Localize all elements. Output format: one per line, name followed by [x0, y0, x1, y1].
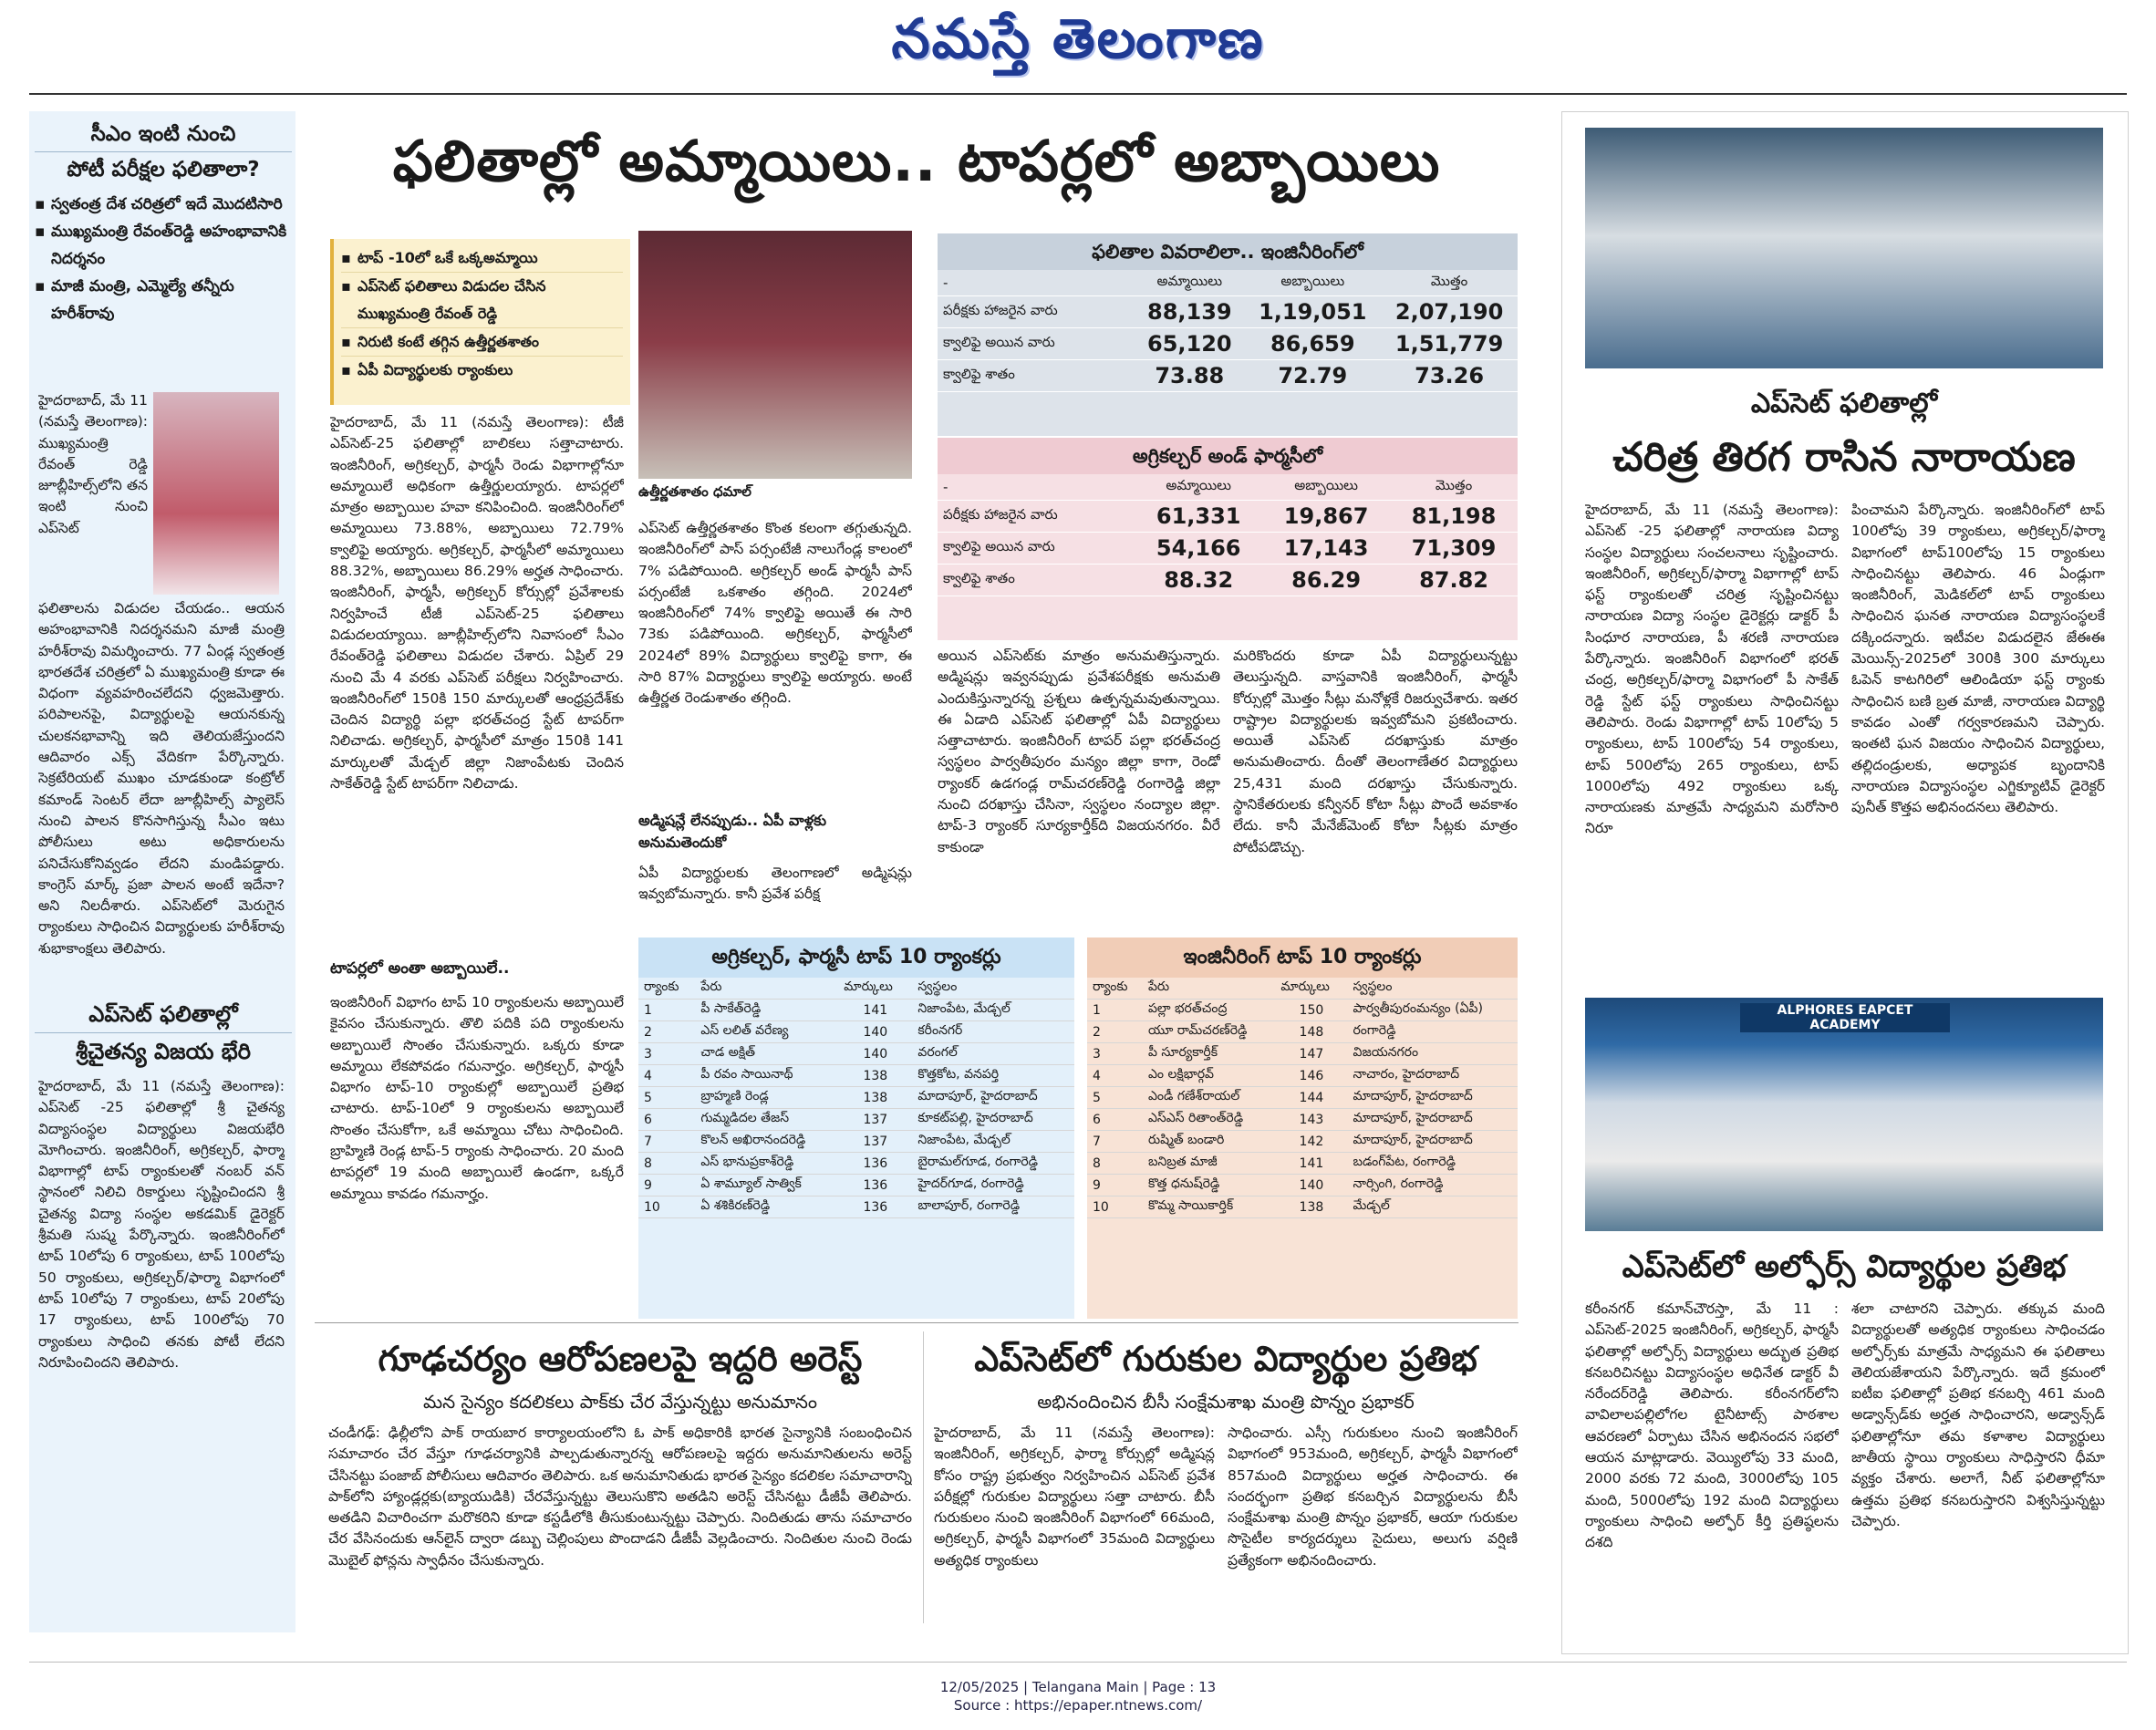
- stats-value: 87.82: [1390, 565, 1518, 596]
- ranker-row: [1087, 1175, 1518, 1196]
- ranker-marks: 140: [838, 1043, 912, 1065]
- eng-stats-header: [938, 270, 1518, 296]
- eng-stats-col: -: [938, 270, 1135, 296]
- stats-value: 81,198: [1390, 501, 1518, 533]
- main-body-col2b: ఏపీ విద్యార్థులకు తెలంగాణలో అడ్మిషన్లు ఇవ్వబోమన్నారు. కానీ ప్రవేశ పరీక్ష: [638, 865, 912, 903]
- ranker-row: [1087, 1087, 1518, 1109]
- agri-stats-box: [938, 438, 1518, 640]
- ranker-name: బనిబ్రత మాజీ: [1143, 1153, 1275, 1175]
- left-bullet: ▪ స్వతంత్ర దేశ చరిత్రలో ఇదే మొదటిసారి: [35, 191, 292, 218]
- masthead: [0, 0, 2156, 91]
- ranker-row: [1087, 1000, 1518, 1021]
- ranker-marks: 148: [1275, 1021, 1347, 1043]
- main-bullets-box: [330, 239, 630, 405]
- chaitanya-heading-line2: శ్రీచైతన్య విజయ భేరి: [75, 1039, 252, 1064]
- eng-stats-table: [938, 270, 1518, 392]
- arrest-headline: గూఢచర్యం ఆరోపణలపై ఇద్దరి అరెస్ట్: [378, 1339, 863, 1379]
- ranker-marks: 143: [1275, 1109, 1347, 1131]
- agri-rankers-table: [638, 978, 1074, 1218]
- eng-stats-col: అబ్బాయిలు: [1244, 270, 1381, 296]
- gurukul-subhead: అభినందించిన బీసీ సంక్షేమశాఖ మంత్రి పొన్నం ప్రభాకర్: [1037, 1391, 1415, 1413]
- agri-rankers-title: అగ్రికల్చర్, ఫార్మసీ టాప్ 10 ర్యాంకర్లు: [638, 938, 1074, 978]
- chaitanya-body: హైదరాబాద్, మే 11 (నమస్తే తెలంగాణ): ఎప్‌సెట్ -25 ఫలితాల్లో శ్రీ చైతన్య విద్యాసంస్థల విద్యార్థులు విజయభేరి మోగించారు. ఇంజినీరింగ్, అగ్రికల్చర్, ఫార్మా విభాగాల్లో టాప్ ర్యాంకులతో నంబర్ వన్ స్థానంలో నిలిచి రికార్డులు సృష్టించిందని శ్రీ చైతన్య విద్యా సంస్థల అకడమిక్ డైరెక్టర్ శ్రీమతి సుష్మ పేర్కొన్నారు. ఇంజినీరింగ్‌లో టాప్ 10లోపు 6 ర్యాంకులు, టాప్ 100లోపు 50 ర్యాంకులు, అగ్రికల్చర్/ఫార్మా విభాగంలో టాప్ 10లోపు 7 ర్యాంకులు, టాప్ 20లోపు 17 ర్యాంకులు, టాప్ 100లోపు 70 ర్యాంకులు సాధించి తనకు పోటీ లేదని నిరూపించిందని తెలిపారు.: [38, 1078, 285, 1371]
- stats-label: క్వాలిఫై శాతం: [938, 360, 1135, 392]
- ranker-name: కొత్త ధనుష్‌రెడ్డి: [1143, 1175, 1275, 1196]
- left-bullets: [35, 191, 292, 327]
- ranker-rank: 8: [638, 1153, 695, 1175]
- ranker-marks: 137: [838, 1109, 912, 1131]
- gurukul-body-col1: హైదరాబాద్, మే 11 (నమస్తే తెలంగాణ): ఇంజినీరింగ్, అగ్రికల్చర్, ఫార్మా కోర్సుల్లో అడ్మిషన్ల కోసం రాష్ట్ర ప్రభుత్వం నిర్వహించిన ఎప్‌సెట్ ప్రవేశ పరీక్షల్లో గురుకుల విద్యార్థులు సత్తా చాటారు. బీసీ గురుకులం నుంచి ఇంజినీరింగ్ విభాగంలో 66మంది, అగ్రికల్చర్, ఫార్మసీ విభాగంలో 35మంది విద్యార్థులు అత్యధిక ర్యాంకులు: [934, 1424, 1215, 1569]
- ranker-name: ఏ శామ్యూల్ సాత్విక్: [695, 1175, 838, 1196]
- column-divider: [923, 1331, 924, 1623]
- harish-rao-photo: [153, 392, 279, 595]
- main-bullet: ▪ టాప్ -10లో ఒకే ఒక్కఅమ్మాయి: [341, 244, 623, 273]
- ranker-marks: 137: [838, 1131, 912, 1153]
- ranker-marks: 147: [1275, 1043, 1347, 1065]
- main-bullet: ▪ ఎప్‌సెట్ ఫలితాలు విడుదల చేసిన ముఖ్యమంత్రి రేవంత్ రెడ్డి: [341, 273, 623, 328]
- ranker-rank: 3: [638, 1043, 695, 1065]
- ranker-row: [1087, 1153, 1518, 1175]
- ranker-hometown: నిజాంపేట, మేడ్చల్: [912, 1000, 1074, 1021]
- agri-stats-table: [938, 474, 1518, 596]
- eng-rankers-title: ఇంజినీరింగ్ టాప్ 10 ర్యాంకర్లు: [1087, 938, 1518, 978]
- stats-label: క్వాలిఫై అయిన వారు: [938, 533, 1135, 565]
- agri-stats-col: -: [938, 474, 1135, 501]
- ranker-hometown: బాలాపూర్, రంగారెడ్డి: [912, 1196, 1074, 1218]
- ranker-hometown: మాదాపూర్, హైదరాబాద్: [1348, 1109, 1519, 1131]
- ranker-marks: 141: [838, 1000, 912, 1021]
- arrest-body: చండీగఢ్: ఢిల్లీలోని పాక్ రాయబార కార్యాలయంలోని ఓ పాక్ అధికారికి భారత సైన్యానికి సంబంధించిన సమాచారం చేర వేస్తూ గూఢచర్యానికి పాల్పడుతున్నారన్న ఆరోపణలపై ఇద్దరు అనుమానితులను అరెస్ట్ చేసినట్టు పంజాబ్ పోలీసులు ఆదివారం తెలిపారు. ఒక అనుమానితుడు భారత సైన్యం కదలికల సమాచారాన్ని పాక్‌లోని హ్యాండ్లర్లకు(బ్యాయుడికి) చేరవేస్తున్నట్టు తెలుసుకొని అతడిని అరెస్ట్ చేసినట్టు డీజీపీ తెలిపారు. అతడిని విచారించగా మరొకరిని కూడా కస్టడీలోకి తీసుకుంటున్నట్టు చెప్పారు. నిందితుడు తాను సమాచారం చేర వేసినందుకు ఆన్‌లైన్ ద్వారా డబ్బు చెల్లింపులు పొందాడని డీజీపీ వెల్లడించారు. నిందితుల నుంచి రెండు మొబైల్ ఫోన్లను స్వాధీనం చేసుకున్నారు.: [328, 1424, 912, 1569]
- ranker-name: పీ సాకేత్‌రెడ్డి: [695, 1000, 838, 1021]
- rank-col: స్వస్థలం: [912, 978, 1074, 1000]
- stats-value: 1,51,779: [1381, 328, 1518, 360]
- agri-stats-row: [938, 501, 1518, 533]
- stats-value: 65,120: [1135, 328, 1244, 360]
- ranker-row: [638, 1175, 1074, 1196]
- masthead-rule: [29, 93, 2127, 95]
- stats-value: 88.32: [1135, 565, 1262, 596]
- ranker-hometown: కరీంనగర్: [912, 1021, 1074, 1043]
- main-subhead-toppers: టాపర్లలో అంతా అబ్బాయిలే..: [330, 959, 510, 978]
- eng-stats-row: [938, 328, 1518, 360]
- main-body-col2: ఎప్‌సెట్ ఉత్తీర్ణతశాతం కొంత కలంగా తగ్గుతున్నది. ఇంజినీరింగ్‌లో పాస్ పర్సంటేజీ నాలుగేండ్ల కాలంలో 7% పడిపోయింది. అగ్రికల్చర్ అండ్ ఫార్మసీ పాస్ పర్సంటేజీ ఒకశాతం తగ్గింది. 2024లో ఇంజినీరింగ్‌లో 74% క్వాలిఫై అయితే ఈ సారి 73కు పడిపోయింది. అగ్రికల్చర్, ఫార్మసీలో 2024లో 89% విద్యార్థులు క్వాలిఫై కాగా, ఈ సారి 87% విద్యార్థులు క్వాలిఫై అయ్యారు. అంటే ఉత్తీర్ణత రెండుశాతం తగ్గింది.: [638, 520, 912, 707]
- narayana-body-col2: పించామని పేర్కొన్నారు. ఇంజినీరింగ్‌లో టాప్ 100లోపు 39 ర్యాంకులు, అగ్రికల్చర్/ఫార్మా విభాగంలో టాప్100లోపు 15 ర్యాంకులు సాధించినట్టు తెలిపారు. 46 ఏండ్లుగా ఇంజినీరింగ్, మెడికల్‌లో టాప్ ర్యాంకులు సాధించిన ఘనత నారాయణ విద్యాసంస్థలకే దక్కిందన్నారు. ఇటీవల విడుదలైన జేఈఈ మెయిన్స్-2025లో 300కి 300 మార్కులు ఓపెన్ కాటగిరిలో ఆలిండియా ఫస్ట్ ర్యాంకు సాధించిన బణి బ్రత మాజీ, నారాయణ విద్యార్థి కావడం ఎంతో గర్వకారణమని చెప్పారు. ఇంతటి ఘన విజయం సాధించిన విద్యార్థులు, తల్లిదండ్రులకు, అధ్యాపక బృందానికి నారాయణ విద్యాసంస్థల ఎగ్జిక్యూటివ్ డైరెక్టర్ పునీత్ కొత్తప అభినందనలు తెలిపారు.: [1851, 502, 2105, 816]
- ranker-name: ఎం లక్షిభార్గవ్: [1143, 1065, 1275, 1087]
- ranker-marks: 136: [838, 1196, 912, 1218]
- left-body: ఫలితాలను విడుదల చేయడం.. ఆయన అహంభావానికి నిదర్శనమని మాజీ మంత్రి హరీశ్‌రావు విమర్శించారు. 77 ఏండ్ల స్వతంత్ర భారతదేశ చరిత్రలో ఏ ముఖ్యమంత్రి కూడా ఈ విధంగా వ్యవహరించలేదని ధ్వజమెత్తారు. పరిపాలనపై, విద్యార్థులపై ఆయనకున్న చులకనభావాన్ని ఇది తెలియజేస్తుందని ఆదివారం ఎక్స్ వేదికగా పేర్కొన్నారు. సెక్రటేరియట్ ముఖం చూడకుండా కంట్రోల్ కమాండ్ సెంటర్ లేదా జూబ్లీహిల్స్ ప్యాలెస్ నుంచి పాలన కొనసాగిస్తున్న సీఎం ఇటు పోలీసులు అటు అధికారులను పనిచేసుకోనివ్వడం లేదని మండిపడ్డారు. కాంగ్రెస్ మార్క్ ప్రజా పాలన అంటే ఇదేనా? అని నిలదీశారు. ఎప్‌సెట్‌లో మెరుగైన ర్యాంకులు సాధించిన విద్యార్థులకు హరీశ్‌రావు శుభాకాంక్షలు తెలిపారు.: [38, 600, 285, 957]
- main-headline: ఫలితాల్లో అమ్మాయిలు.. టాపర్లలో అబ్బాయిలు: [392, 128, 1441, 194]
- left-body-narrow: హైదరాబాద్, మే 11 (నమస్తే తెలంగాణ): ముఖ్యమంత్రి రేవంత్ రెడ్డి జూబ్లీహిల్స్‌లోని తన ఇంటి నుంచి ఎప్‌సెట్: [38, 392, 148, 536]
- stats-label: క్వాలిఫై అయిన వారు: [938, 328, 1135, 360]
- ranker-marks: 140: [838, 1021, 912, 1043]
- ranker-hometown: నాచారం, హైదరాబాద్: [1348, 1065, 1519, 1087]
- stats-value: 61,331: [1135, 501, 1262, 533]
- main-bullet: ▪ ఏపీ విద్యార్థులకు ర్యాంకులు: [341, 357, 623, 384]
- ranker-rank: 5: [638, 1087, 695, 1109]
- agri-stats-col: అమ్మాయిలు: [1135, 474, 1262, 501]
- ranker-name: బ్రాహ్మణి రెండ్ల: [695, 1087, 838, 1109]
- rank-col: ర్యాంకు: [638, 978, 695, 1000]
- stats-label: క్వాలిఫై శాతం: [938, 565, 1135, 596]
- ranker-rank: 9: [1087, 1175, 1143, 1196]
- narayana-headline: చరిత్ర తిరగ రాసిన నారాయణ: [1612, 434, 2076, 481]
- ranker-rank: 4: [1087, 1065, 1143, 1087]
- ranker-rank: 6: [1087, 1109, 1143, 1131]
- agri-stats-col: అబ్బాయిలు: [1262, 474, 1390, 501]
- alphores-group-photo: [1585, 998, 2103, 1231]
- narayana-body-col1: హైదరాబాద్, మే 11 (నమస్తే తెలంగాణ): ఎప్‌సెట్ -25 ఫలితాల్లో నారాయణ విద్యా సంస్థల విద్యార్థులు సంచలనాలు సృష్టించారు. ఇంజినీరింగ్, అగ్రికల్చర్/ఫార్మా విభాగాల్లో టాప్ ఫస్ట్ ర్యాంకులతో చరిత్ర సృష్టించినట్టు నారాయణ విద్యా సంస్థల డైరెక్టర్లు డాక్టర్ పీ సింధూర నారాయణ, పీ శరణి నారాయణ పేర్కొన్నారు. ఇంజినీరింగ్ విభాగంలో భరత్ చంద్ర, అగ్రికల్చర్/ఫార్మా విభాగంలో పీ సాకేత్ రెడ్డి స్టేట్ ఫస్ట్ ర్యాంకులు సాధించినట్టు తెలిపారు. రెండు విభాగాల్లో టాప్ 10లోపు 5 ర్యాంకులు, టాప్ 100లోపు 54 ర్యాంకులు, టాప్ 500లోపు 265 ర్యాంకులు, టాప్ 1000లోపు 492 ర్యాంకులు ఒక్క నారాయణకు మాత్రమే సాధ్యమని మరోసారి నిరూ: [1585, 502, 1839, 837]
- ranker-row: [638, 1021, 1074, 1043]
- ranker-hometown: బడంగ్‌పేట, రంగారెడ్డి: [1348, 1153, 1519, 1175]
- eng-stats-col: అమ్మాయిలు: [1135, 270, 1244, 296]
- ranker-hometown: పార్వతీపురంమన్యం (ఏపీ): [1348, 1000, 1519, 1021]
- footer-issue-info: 12/05/2025 | Telangana Main | Page : 13: [939, 1679, 1217, 1695]
- ranker-rank: 10: [638, 1196, 695, 1218]
- ranker-rank: 7: [1087, 1131, 1143, 1153]
- eng-rankers-table: [1087, 978, 1518, 1218]
- stats-value: 17,143: [1262, 533, 1390, 565]
- main-subhead-ap: అడ్మిషన్లే లేనప్పుడు.. ఏపీ వాళ్లకు అనుమతెందుకో: [638, 812, 827, 851]
- ranker-hometown: మాదాపూర్, హైదరాబాద్: [1348, 1131, 1519, 1153]
- left-bullet: ▪ ముఖ్యమంత్రి రేవంత్‌రెడ్డి అహంభావానికి నిదర్శనం: [35, 218, 292, 273]
- main-body-col1b: ఇంజినీరింగ్ విభాగం టాప్ 10 ర్యాంకులను అబ్బాయిలే కైవసం చేసుకున్నారు. తొలి పదికి పది ర్యాంకులను అబ్బాయిలే సొంతం చేసుకున్నారు. ఒక్కరు కూడా అమ్మాయి లేకపోవడం గమనార్హం. అగ్రికల్చర్, ఫార్మసీ విభాగం టాప్-10 ర్యాంకుల్లో అబ్బాయిలే ప్రతిభ చాటారు. టాప్-10లో 9 ర్యాంకులను అబ్బాయిలే సొంతం చేసుకోగా, ఒకే అమ్మాయి చోటు సాధించింది. బ్రాహ్మిణి రెండ్ల టాప్-5 ర్యాంకు సాధించారు. 20 మంది టాపర్లలో 19 మంది అబ్బాయిలే ఉండగా, ఒక్కరే అమ్మాయి కావడం గమనార్హం.: [330, 994, 624, 1202]
- ranker-row: [638, 1109, 1074, 1131]
- rank-col: ర్యాంకు: [1087, 978, 1143, 1000]
- narayana-students-photo: [1585, 128, 2103, 368]
- ranker-rank: 10: [1087, 1196, 1143, 1218]
- ranker-row: [1087, 1043, 1518, 1065]
- ranker-row: [1087, 1021, 1518, 1043]
- ranker-marks: 138: [838, 1065, 912, 1087]
- agri-stats-header: [938, 474, 1518, 501]
- ranker-row: [638, 1000, 1074, 1021]
- ranker-hometown: హైదర్‌గూడ, రంగారెడ్డి: [912, 1175, 1074, 1196]
- rank-col: మార్కులు: [838, 978, 912, 1000]
- ranker-row: [638, 1153, 1074, 1175]
- ranker-row: [1087, 1196, 1518, 1218]
- ranker-name: పల్లా భరత్‌చంద్ర: [1143, 1000, 1275, 1021]
- agri-stats-row: [938, 533, 1518, 565]
- main-bullets: [334, 239, 630, 389]
- main-body-col1: హైదరాబాద్, మే 11 (నమస్తే తెలంగాణ): టీజీ ఎప్‌సెట్-25 ఫలితాల్లో బాలికలు సత్తాచాటారు. ఇంజినీరింగ్, అగ్రికల్చర్, ఫార్మసీ రెండు విభాగాల్లోనూ అమ్మాయిలే అధికంగా ఉత్తీర్ణులయ్యారు. టాపర్లలో మాత్రం అబ్బాయిల హవా కనిపించింది. ఇంజినీరింగ్‌లో అమ్మాయిలు 73.88%, అబ్బాయిలు 72.79% క్వాలిఫై అయ్యారు. అగ్రికల్చర్, ఫార్మసీలో అమ్మాయిలు 88.32%, అబ్బాయిలు 86.29% అర్హత సాధించారు. ఇంజినీరింగ్, ఫార్మసీ, అగ్రికల్చర్ కోర్సుల్లో ప్రవేశాలకు నిర్వహించే టీజీ ఎప్‌సెట్-25 ఫలితాలు విడుదలయ్యాయి. జూబ్లీహిల్స్‌లోని నివాసంలో సీఎం రేవంత్‌రెడ్డి ఫలితాలు విడుదల చేశారు. ఏప్రిల్ 29 నుంచి మే 4 వరకు ఎప్‌సెట్ పరీక్షలు నిర్వహించారు. ఇంజినీరింగ్‌లో 150కి 150 మార్కులతో ఆంధ్రప్రదేశ్‌కు చెందిన విద్యార్థి పల్లా భరత్‌చంద్ర స్టేట్ టాపర్‌గా నిలిచాడు. అగ్రికల్చర్, ఫార్మసీలో మాత్రం 150కి 141 మార్కులతో మేడ్చల్ జిల్లా నిజాంపేటకు చెందిన సాకేత్‌రెడ్డి స్టేట్ టాపర్‌గా నిలిచాడు.: [330, 414, 624, 792]
- eng-rankers-box: [1087, 938, 1518, 1319]
- ranker-name: చాడ అక్షిత్: [695, 1043, 838, 1065]
- ranker-row: [638, 1065, 1074, 1087]
- ranker-row: [1087, 1109, 1518, 1131]
- ranker-name: ఏ శశికిరణ్‌రెడ్డి: [695, 1196, 838, 1218]
- alphores-headline: ఎప్‌సెట్‌లో అల్ఫోర్స్ విద్యార్థుల ప్రతిభ: [1622, 1248, 2067, 1285]
- ranker-rank: 5: [1087, 1087, 1143, 1109]
- ranker-name: ఎస్ భానుప్రకాశ్‌రెడ్డి: [695, 1153, 838, 1175]
- ranker-rank: 4: [638, 1065, 695, 1087]
- ranker-marks: 142: [1275, 1131, 1347, 1153]
- ranker-rank: 8: [1087, 1153, 1143, 1175]
- stats-value: 54,166: [1135, 533, 1262, 565]
- ranker-hometown: కూకట్‌పల్లి, హైదరాబాద్: [912, 1109, 1074, 1131]
- stats-value: 73.88: [1135, 360, 1244, 392]
- agri-stats-col: మొత్తం: [1390, 474, 1518, 501]
- ranker-hometown: మాదాపూర్, హైదరాబాద్: [1348, 1087, 1519, 1109]
- stats-value: 1,19,051: [1244, 296, 1381, 328]
- ranker-row: [1087, 1065, 1518, 1087]
- alphores-banner: ALPHORES EAPCET ACADEMY: [1740, 1003, 1950, 1032]
- alphores-body-col1: కరీంనగర్ కమాన్‌చౌరస్తా, మే 11 : ఎప్‌సెట్-2025 ఇంజినీరింగ్, అగ్రికల్చర్, ఫార్మసీ ఫలితాల్లో అల్ఫోర్స్ విద్యార్థులు అద్భుత ప్రతిభ కనబరిచినట్టు విద్యాసంస్థల అధినేత డాక్టర్ వీ నరేందర్‌రెడ్డి తెలిపారు. కరీంనగర్‌లోని వావిలాలపల్లిలోగల టైనీటాట్స్ పాఠశాల ఆవరణలో ఏర్పాటు చేసిన అభినందన సభలో ఆయన మాట్లాడారు. వెయ్యిలోపు 33 మంది, 2000 వరకు 72 మంది, 3000లోపు 105 మంది, 5000లోపు 192 మంది విద్యార్థులు ర్యాంకులు సాధించి అల్ఫోర్ కీర్తి ప్రతిష్ఠలను దశది: [1585, 1300, 1839, 1551]
- ranker-hometown: కొత్తకోట, వనపర్తి: [912, 1065, 1074, 1087]
- gurukul-body-col2: సాధించారు. ఎస్సీ గురుకులం నుంచి ఇంజినీరింగ్ విభాగంలో 953మంది, అగ్రికల్చర్, ఫార్మసీ విభాగంలో 857మంది విద్యార్థులు అర్హత సాధించారు. ఈ సందర్భంగా ప్రతిభ కనబర్చిన విద్యార్థులను బీసీ సంక్షేమశాఖ మంత్రి పొన్నం ప్రభాకర్, ఆయా గురుకుల సొసైటీల కార్యదర్శులు సైదులు, అలుగు వర్షిణి ప్రత్యేకంగా అభినందించారు.: [1228, 1424, 1518, 1569]
- ranker-hometown: వరంగల్: [912, 1043, 1074, 1065]
- ranker-name: ఎండీ గణేశ్‌రాయల్: [1143, 1087, 1275, 1109]
- ranker-marks: 136: [838, 1175, 912, 1196]
- stats-value: 88,139: [1135, 296, 1244, 328]
- eng-stats-col: మొత్తం: [1381, 270, 1518, 296]
- ranker-marks: 150: [1275, 1000, 1347, 1021]
- stats-value: 86,659: [1244, 328, 1381, 360]
- agri-stats-title: అగ్రికల్చర్ అండ్ ఫార్మసీలో: [938, 438, 1518, 474]
- students-celebration-photo: [638, 231, 912, 479]
- ranker-name: ఎస్ఎస్ రితాంత్‌రెడ్డి: [1143, 1109, 1275, 1131]
- left-heading-line1: సీఎం ఇంటి నుంచి: [35, 117, 292, 152]
- agri-rankers-header: [638, 978, 1074, 1000]
- arrest-subhead: మన సైన్యం కదలికలు పాక్‌కు చేర వేస్తున్నట్టు అనుమానం: [422, 1391, 818, 1413]
- ranker-row: [638, 1196, 1074, 1218]
- ranker-name: కొమ్మ సాయికార్తిక్: [1143, 1196, 1275, 1218]
- stats-value: 2,07,190: [1381, 296, 1518, 328]
- eng-stats-box: [938, 233, 1518, 436]
- stats-value: 19,867: [1262, 501, 1390, 533]
- ranker-row: [638, 1131, 1074, 1153]
- ranker-name: రుష్మిత్ బండారి: [1143, 1131, 1275, 1153]
- narayana-kicker: ఎప్‌సెట్ ఫలితాల్లో: [1750, 388, 1938, 420]
- eng-stats-row: [938, 360, 1518, 392]
- ranker-rank: 6: [638, 1109, 695, 1131]
- ranker-rank: 2: [1087, 1021, 1143, 1043]
- ranker-marks: 138: [1275, 1196, 1347, 1218]
- rank-col: మార్కులు: [1275, 978, 1347, 1000]
- ranker-hometown: నార్సింగి, రంగారెడ్డి: [1348, 1175, 1519, 1196]
- ranker-hometown: నిజాంపేట, మేడ్చల్: [912, 1131, 1074, 1153]
- ranker-rank: 1: [638, 1000, 695, 1021]
- ranker-row: [638, 1043, 1074, 1065]
- ranker-hometown: రంగారెడ్డి: [1348, 1021, 1519, 1043]
- agri-stats-row: [938, 565, 1518, 596]
- ranker-rank: 2: [638, 1021, 695, 1043]
- alphores-body-col2: శలా చాటారని చెప్పారు. తక్కువ మంది విద్యార్థులతో అత్యధిక ర్యాంకులు సాధించడం అల్ఫోర్స్‌కు మాత్రమే సాధ్యమని ఈ ఫలితాలు తెలియజేశాయని పేర్కొన్నారు. ఇదే క్రమంలో ఐటీఐ ఫలితాల్లో ప్రతిభ కనబర్చి 461 మంది అడ్వాన్స్‌డ్‌కు అర్హత సాధించారని, అడ్వాన్స్‌డ్ ఫలితాల్లోనూ తమ కళాశాల విద్యార్థులు జాతీయ స్థాయి ర్యాంకులు సాధిస్తారని ధీమా వ్యక్తం చేశారు. అలాగే, నీట్ ఫలితాల్లోనూ ఉత్తమ ప్రతిభ కనబరుస్తారని విశ్వసిస్తున్నట్టు చెప్పారు.: [1851, 1300, 2105, 1529]
- rank-col: స్వస్థలం: [1348, 978, 1519, 1000]
- gurukul-headline: ఎప్‌సెట్‌లో గురుకుల విద్యార్థుల ప్రతిభ: [974, 1339, 1477, 1379]
- left-story-cm: [35, 117, 292, 327]
- ranker-row: [1087, 1131, 1518, 1153]
- ranker-marks: 141: [1275, 1153, 1347, 1175]
- main-bullet: ▪ నిరుటి కంటే తగ్గిన ఉత్తీర్ణతశాతం: [341, 328, 623, 357]
- ranker-name: గుమ్మడిదల తేజస్: [695, 1109, 838, 1131]
- ranker-rank: 1: [1087, 1000, 1143, 1021]
- footer-source: Source : https://epaper.ntnews.com/: [953, 1697, 1203, 1714]
- bottom-rule: [315, 1322, 1519, 1323]
- stats-label: పరీక్షకు హాజరైన వారు: [938, 296, 1135, 328]
- ranker-hometown: మేడ్చల్: [1348, 1196, 1519, 1218]
- eng-stats-row: [938, 296, 1518, 328]
- footer-rule: [29, 1662, 2127, 1663]
- ranker-marks: 144: [1275, 1087, 1347, 1109]
- stats-value: 72.79: [1244, 360, 1381, 392]
- rank-col: పేరు: [695, 978, 838, 1000]
- eng-rankers-header: [1087, 978, 1518, 1000]
- main-body-col3: అయిన ఎప్‌సెట్‌కు మాత్రం అనుమతిస్తున్నారు. అడ్మిషన్లు ఇవ్వనప్పుడు ప్రవేశపరీక్షకు అనుమతి ఎందుకిస్తున్నారన్న ప్రశ్నలు ఉత్పన్నమవుతున్నాయి. ఈ ఏడాది ఎప్‌సెట్ ఫలితాల్లో ఏపీ విద్యార్థులు సత్తాచాటారు. ఇంజినీరింగ్ టాపర్ పల్లా భరత్‌చంద్ర స్వస్థలం పార్వతీపురం మన్యం జిల్లా కాగా, రెండో ర్యాంకర్ ఉడగండ్ల రామ్‌చరణ్‌రెడ్డి రంగారెడ్డి జిల్లా నుంచి దరఖాస్తు చేసినా, స్వస్థలం నంద్యాల జిల్లా. టాప్-3 ర్యాంకర్ సూర్యకార్తీక్‌ది విజయనగరం. వీరే కాకుండా: [938, 647, 1220, 855]
- masthead-logo: నమస్తే తెలంగాణ: [891, 7, 1265, 71]
- ranker-rank: 9: [638, 1175, 695, 1196]
- ranker-marks: 140: [1275, 1175, 1347, 1196]
- page-footer: [0, 1678, 2156, 1714]
- ranker-name: పీ రవం సాయినాథ్: [695, 1065, 838, 1087]
- ranker-name: ఎస్ లలిత్ వరేణ్య: [695, 1021, 838, 1043]
- chaitanya-heading-line1: ఎప్‌సెట్ ఫలితాల్లో: [35, 996, 292, 1033]
- ranker-name: యూ రామ్‌చరణ్‌రెడ్డి: [1143, 1021, 1275, 1043]
- ranker-name: పీ సూర్యకార్తీక్: [1143, 1043, 1275, 1065]
- stats-label: పరీక్షకు హాజరైన వారు: [938, 501, 1135, 533]
- ranker-row: [638, 1087, 1074, 1109]
- ranker-marks: 136: [838, 1153, 912, 1175]
- ranker-name: కొలన్ అఖిరానందరెడ్డి: [695, 1131, 838, 1153]
- main-body-col4: మరికొందరు కూడా ఏపీ విద్యార్థులున్నట్టు తెలుస్తున్నది. వాస్తవానికి ఇంజినీరింగ్, ఫార్మసీ కోర్సుల్లో మొత్తం సీట్లు మనోళ్లకే రిజర్వుచేశారు. ఇతర రాష్ట్రాల విద్యార్థులకు ఇవ్వబోమని ప్రకటించారు. అయితే ఎప్‌సెట్ దరఖాస్తుకు మాత్రం అనుమతించారు. దీంతో తెలంగాణేతర విద్యార్థులు 25,431 మంది దరఖాస్తు చేసుకున్నారు. స్థానికేతరులకు కన్వీనర్ కోటా సీట్లు పొందే అవకాశం లేదు. కానీ మేనేజ్‌మెంట్ కోటా సీట్లకు మాత్రం పోటీపడొచ్చు.: [1233, 647, 1518, 855]
- ranker-hometown: బైరామల్‌గూడ, రంగారెడ్డి: [912, 1153, 1074, 1175]
- students-photo-caption: ఉత్తీర్ణతశాతం ధమాల్: [638, 483, 751, 500]
- ranker-hometown: మాదాపూర్, హైదరాబాద్: [912, 1087, 1074, 1109]
- ranker-rank: 7: [638, 1131, 695, 1153]
- stats-value: 86.29: [1262, 565, 1390, 596]
- eng-stats-title: ఫలితాల వివరాలిలా.. ఇంజినీరింగ్‌లో: [938, 233, 1518, 270]
- ranker-rank: 3: [1087, 1043, 1143, 1065]
- left-heading-line2: పోటీ పరీక్షల ఫలితాలా?: [67, 158, 260, 181]
- stats-value: 73.26: [1381, 360, 1518, 392]
- ranker-marks: 146: [1275, 1065, 1347, 1087]
- agri-rankers-box: [638, 938, 1074, 1319]
- ranker-hometown: విజయనగరం: [1348, 1043, 1519, 1065]
- stats-value: 71,309: [1390, 533, 1518, 565]
- left-story-chaitanya: [35, 996, 292, 1070]
- rank-col: పేరు: [1143, 978, 1275, 1000]
- ranker-marks: 138: [838, 1087, 912, 1109]
- left-bullet: ▪ మాజీ మంత్రి, ఎమ్మెల్యే తన్నీరు హరీశ్‌రావు: [35, 273, 292, 327]
